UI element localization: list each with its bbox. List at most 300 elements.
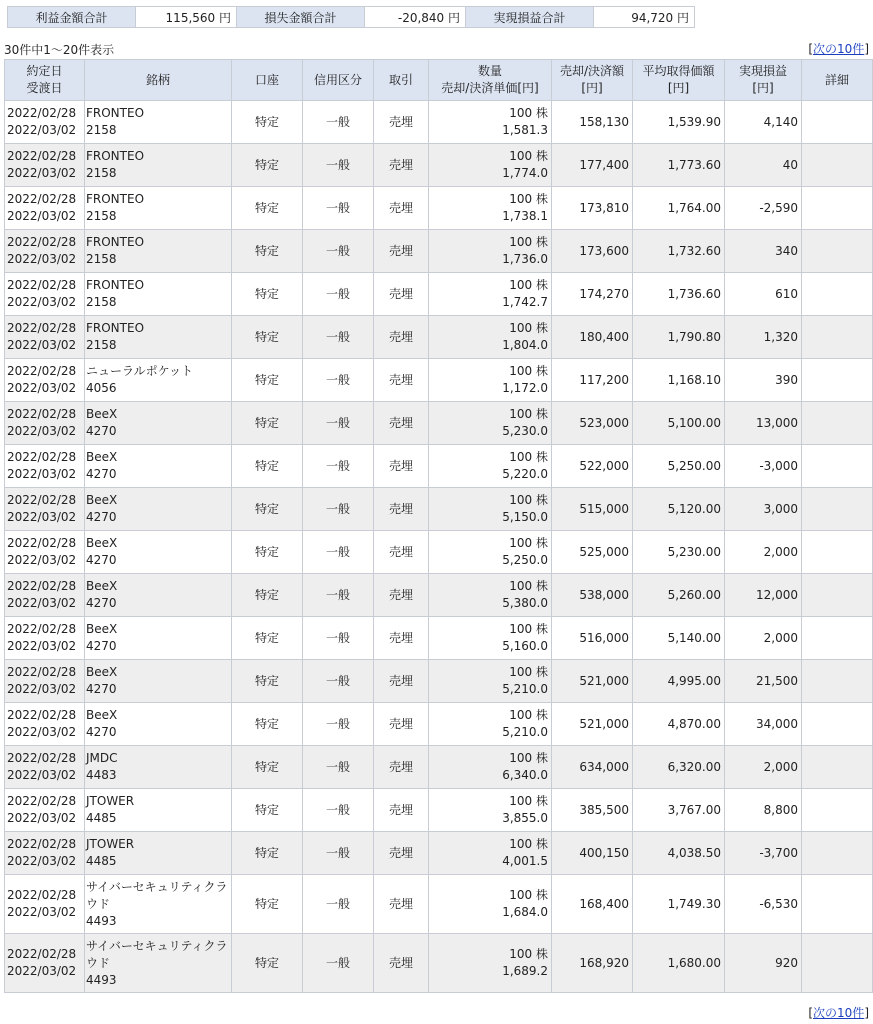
settle-date: 2022/03/02 [7,209,77,223]
stock-cell [85,875,232,934]
account-type: 特定 [232,875,303,934]
sale-amount: 400,150 [552,832,633,875]
table-row [5,144,873,187]
trade-type: 売埋 [374,832,429,875]
quantity-cell [429,531,552,574]
quantity-cell [429,746,552,789]
realized-total-value: 94,720 円 [594,7,695,28]
table-header [5,60,873,101]
settle-date: 2022/03/02 [7,510,77,524]
realized-pl: 2,000 [725,531,802,574]
quantity-cell [429,359,552,402]
settle-date: 2022/03/02 [7,252,77,266]
avg-cost: 1,773.60 [633,144,725,187]
sale-amount: 174,270 [552,273,633,316]
stock-cell [85,230,232,273]
quantity-cell [429,789,552,832]
account-type: 特定 [232,273,303,316]
realized-pl: 2,000 [725,617,802,660]
date-cell [5,230,85,273]
avg-cost: 1,736.60 [633,273,725,316]
realized-pl: 34,000 [725,703,802,746]
realized-pl: 13,000 [725,402,802,445]
sale-amount: 521,000 [552,660,633,703]
stock-code: 2158 [86,252,117,266]
date-cell [5,617,85,660]
trade-date: 2022/02/28 [7,708,77,722]
trade-date: 2022/02/28 [7,579,77,593]
account-type: 特定 [232,488,303,531]
account-type: 特定 [232,789,303,832]
account-type: 特定 [232,316,303,359]
stock-code: 4056 [86,381,117,395]
trade-date: 2022/02/28 [7,536,77,550]
unit-price: 1,774.0 [502,166,548,180]
quantity: 100 株 [509,794,548,808]
account-type: 特定 [232,934,303,993]
avg-cost: 1,764.00 [633,187,725,230]
date-cell [5,875,85,934]
stock-cell [85,531,232,574]
trade-date: 2022/02/28 [7,278,77,292]
detail-cell [802,488,873,531]
col-account: 口座 [232,60,303,101]
settle-date: 2022/03/02 [7,123,77,137]
stock-name: ニューラルポケット [86,364,194,378]
quantity: 100 株 [509,192,548,206]
quantity: 100 株 [509,321,548,335]
detail-cell [802,101,873,144]
loss-total-label: 損失金額合計 [237,7,365,28]
detail-cell [802,187,873,230]
avg-cost: 1,749.30 [633,875,725,934]
trade-date: 2022/02/28 [7,888,77,902]
date-cell [5,703,85,746]
trade-type: 売埋 [374,187,429,230]
quantity: 100 株 [509,947,548,961]
trade-type: 売埋 [374,359,429,402]
stock-code: 2158 [86,295,117,309]
date-cell [5,445,85,488]
credit-type: 一般 [303,187,374,230]
detail-cell [802,703,873,746]
settle-date: 2022/03/02 [7,639,77,653]
account-type: 特定 [232,531,303,574]
account-type: 特定 [232,230,303,273]
table-row [5,445,873,488]
stock-cell [85,488,232,531]
stock-name: BeeX [86,579,118,593]
realized-pl: 920 [725,934,802,993]
stock-name: BeeX [86,622,118,636]
col-trade: 取引 [374,60,429,101]
credit-type: 一般 [303,875,374,934]
stock-cell [85,746,232,789]
sale-amount: 523,000 [552,402,633,445]
table-row [5,617,873,660]
avg-cost: 5,140.00 [633,617,725,660]
avg-cost: 5,250.00 [633,445,725,488]
settle-date: 2022/03/02 [7,725,77,739]
account-type: 特定 [232,832,303,875]
stock-code: 4493 [86,972,117,987]
trade-type: 売埋 [374,273,429,316]
next-page-link[interactable]: 次の10件 [813,42,865,56]
realized-pl: 8,800 [725,789,802,832]
unit-price: 1,736.0 [502,252,548,266]
detail-cell [802,746,873,789]
quantity-cell [429,101,552,144]
pager-bottom: [次の10件] [808,1006,869,1020]
credit-type: 一般 [303,531,374,574]
quantity-cell [429,230,552,273]
trade-date: 2022/02/28 [7,751,77,765]
unit-price: 5,250.0 [502,553,548,567]
avg-cost: 5,260.00 [633,574,725,617]
realized-pl: 2,000 [725,746,802,789]
transactions-table [4,59,873,993]
detail-cell [802,875,873,934]
avg-cost: 4,995.00 [633,660,725,703]
table-row [5,789,873,832]
detail-cell [802,832,873,875]
avg-cost: 5,100.00 [633,402,725,445]
stock-cell [85,789,232,832]
stock-code: 2158 [86,209,117,223]
quantity-cell [429,144,552,187]
realized-pl: -6,530 [725,875,802,934]
table-row [5,875,873,934]
stock-cell [85,101,232,144]
stock-cell [85,934,232,993]
stock-cell [85,660,232,703]
trade-type: 売埋 [374,617,429,660]
realized-pl: 12,000 [725,574,802,617]
quantity-cell [429,617,552,660]
settle-date: 2022/03/02 [7,166,77,180]
stock-cell [85,273,232,316]
unit-price: 5,150.0 [502,510,548,524]
quantity-cell [429,574,552,617]
date-cell [5,316,85,359]
settle-date: 2022/03/02 [7,295,77,309]
realized-pl: -3,700 [725,832,802,875]
stock-cell [85,402,232,445]
stock-cell [85,703,232,746]
realized-pl: 4,140 [725,101,802,144]
unit-price: 5,380.0 [502,596,548,610]
date-cell [5,746,85,789]
quantity-cell [429,875,552,934]
realized-pl: 610 [725,273,802,316]
table-row [5,359,873,402]
stock-code: 4270 [86,725,117,739]
trade-date: 2022/02/28 [7,947,77,961]
trade-type: 売埋 [374,144,429,187]
account-type: 特定 [232,144,303,187]
realized-pl: 340 [725,230,802,273]
avg-cost: 6,320.00 [633,746,725,789]
quantity-cell [429,660,552,703]
stock-code: 4270 [86,467,117,481]
sale-amount: 173,810 [552,187,633,230]
account-type: 特定 [232,703,303,746]
col-realized-pl: 実現損益 [円] [725,60,802,101]
pager-top: [次の10件] [808,42,869,56]
avg-cost: 1,539.90 [633,101,725,144]
profit-total-label: 利益金額合計 [8,7,136,28]
stock-code: 4270 [86,553,117,567]
account-type: 特定 [232,445,303,488]
credit-type: 一般 [303,316,374,359]
sale-amount: 522,000 [552,445,633,488]
settle-date: 2022/03/02 [7,381,77,395]
credit-type: 一般 [303,101,374,144]
unit-price: 5,220.0 [502,467,548,481]
date-cell [5,488,85,531]
trade-date: 2022/02/28 [7,837,77,851]
settle-date: 2022/03/02 [7,424,77,438]
sale-amount: 177,400 [552,144,633,187]
quantity: 100 株 [509,579,548,593]
quantity-cell [429,273,552,316]
date-cell [5,660,85,703]
account-type: 特定 [232,617,303,660]
trade-type: 売埋 [374,531,429,574]
stock-code: 2158 [86,166,117,180]
detail-cell [802,445,873,488]
trade-type: 売埋 [374,875,429,934]
sale-amount: 516,000 [552,617,633,660]
realized-pl: -3,000 [725,445,802,488]
quantity: 100 株 [509,149,548,163]
avg-cost: 1,680.00 [633,934,725,993]
date-cell [5,359,85,402]
col-avg-cost: 平均取得価額 [円] [633,60,725,101]
credit-type: 一般 [303,703,374,746]
stock-code: 4270 [86,682,117,696]
detail-cell [802,617,873,660]
quantity: 100 株 [509,364,548,378]
credit-type: 一般 [303,832,374,875]
quantity: 100 株 [509,235,548,249]
credit-type: 一般 [303,402,374,445]
date-cell [5,531,85,574]
trade-type: 売埋 [374,574,429,617]
sale-amount: 634,000 [552,746,633,789]
sale-amount: 521,000 [552,703,633,746]
quantity-cell [429,703,552,746]
avg-cost: 5,120.00 [633,488,725,531]
quantity: 100 株 [509,536,548,550]
quantity-cell [429,445,552,488]
unit-price: 1,689.2 [502,964,548,978]
settle-date: 2022/03/02 [7,467,77,481]
date-cell [5,187,85,230]
date-cell [5,934,85,993]
trade-type: 売埋 [374,316,429,359]
credit-type: 一般 [303,230,374,273]
quantity: 100 株 [509,278,548,292]
sale-amount: 117,200 [552,359,633,402]
trade-type: 売埋 [374,445,429,488]
table-row [5,101,873,144]
unit-price: 5,210.0 [502,682,548,696]
credit-type: 一般 [303,359,374,402]
trade-type: 売埋 [374,101,429,144]
trade-type: 売埋 [374,660,429,703]
sale-amount: 158,130 [552,101,633,144]
realized-total-label: 実現損益合計 [466,7,594,28]
table-row [5,316,873,359]
table-row [5,746,873,789]
table-row [5,832,873,875]
stock-name: FRONTEO [86,192,145,206]
table-row [5,703,873,746]
detail-cell [802,230,873,273]
stock-name: BeeX [86,493,118,507]
credit-type: 一般 [303,789,374,832]
trade-type: 売埋 [374,703,429,746]
trade-date: 2022/02/28 [7,106,77,120]
unit-price: 3,855.0 [502,811,548,825]
settle-date: 2022/03/02 [7,768,77,782]
stock-code: 4485 [86,811,117,825]
date-cell [5,101,85,144]
trade-type: 売埋 [374,402,429,445]
avg-cost: 5,230.00 [633,531,725,574]
stock-name: JMDC [86,751,118,765]
stock-code: 4483 [86,768,117,782]
unit-price: 1,581.3 [502,123,548,137]
table-row [5,402,873,445]
unit-price: 4,001.5 [502,854,548,868]
stock-cell [85,617,232,660]
quantity: 100 株 [509,450,548,464]
quantity-cell [429,187,552,230]
stock-code: 4485 [86,854,117,868]
settle-date: 2022/03/02 [7,682,77,696]
stock-name: FRONTEO [86,321,145,335]
trade-date: 2022/02/28 [7,235,77,249]
stock-cell [85,187,232,230]
trade-date: 2022/02/28 [7,364,77,378]
account-type: 特定 [232,402,303,445]
credit-type: 一般 [303,660,374,703]
stock-name: BeeX [86,665,118,679]
quantity: 100 株 [509,837,548,851]
stock-code: 4270 [86,510,117,524]
detail-cell [802,402,873,445]
sale-amount: 168,920 [552,934,633,993]
trade-date: 2022/02/28 [7,794,77,808]
date-cell [5,273,85,316]
table-row [5,273,873,316]
stock-code: 2158 [86,338,117,352]
stock-name: FRONTEO [86,149,145,163]
detail-cell [802,316,873,359]
detail-cell [802,273,873,316]
col-quantity: 数量 売却/決済単価[円] [429,60,552,101]
settle-date: 2022/03/02 [7,811,77,825]
trade-date: 2022/02/28 [7,450,77,464]
unit-price: 5,210.0 [502,725,548,739]
date-cell [5,402,85,445]
unit-price: 6,340.0 [502,768,548,782]
quantity: 100 株 [509,407,548,421]
stock-name: サイバーセキュリティクラウド [86,938,228,970]
quantity-cell [429,934,552,993]
avg-cost: 1,790.80 [633,316,725,359]
realized-pl: 40 [725,144,802,187]
stock-name: FRONTEO [86,235,145,249]
unit-price: 1,804.0 [502,338,548,352]
stock-code: 4270 [86,639,117,653]
stock-code: 4493 [86,913,117,928]
unit-price: 1,742.7 [502,295,548,309]
credit-type: 一般 [303,273,374,316]
settle-date: 2022/03/02 [7,905,77,919]
stock-cell [85,316,232,359]
stock-cell [85,445,232,488]
col-amount: 売却/決済額 [円] [552,60,633,101]
realized-pl: -2,590 [725,187,802,230]
table-row [5,230,873,273]
detail-cell [802,789,873,832]
realized-pl: 3,000 [725,488,802,531]
trade-date: 2022/02/28 [7,665,77,679]
avg-cost: 1,168.10 [633,359,725,402]
quantity: 100 株 [509,751,548,765]
stock-cell [85,144,232,187]
col-date: 約定日 受渡日 [5,60,85,101]
trade-type: 売埋 [374,746,429,789]
unit-price: 1,172.0 [502,381,548,395]
table-row [5,574,873,617]
trade-type: 売埋 [374,488,429,531]
sale-amount: 168,400 [552,875,633,934]
quantity-cell [429,488,552,531]
trade-date: 2022/02/28 [7,321,77,335]
trade-date: 2022/02/28 [7,493,77,507]
next-page-link[interactable]: 次の10件 [813,1006,865,1020]
profit-total-value: 115,560 円 [136,7,237,28]
detail-cell [802,531,873,574]
account-type: 特定 [232,746,303,789]
quantity: 100 株 [509,106,548,120]
table-row [5,187,873,230]
date-cell [5,574,85,617]
credit-type: 一般 [303,746,374,789]
stock-name: BeeX [86,536,118,550]
account-type: 特定 [232,660,303,703]
sale-amount: 525,000 [552,531,633,574]
stock-name: BeeX [86,450,118,464]
unit-price: 1,684.0 [502,905,548,919]
detail-cell [802,359,873,402]
table-row [5,531,873,574]
settle-date: 2022/03/02 [7,964,77,978]
sale-amount: 515,000 [552,488,633,531]
credit-type: 一般 [303,488,374,531]
stock-name: BeeX [86,708,118,722]
stock-cell [85,574,232,617]
quantity: 100 株 [509,493,548,507]
sale-amount: 180,400 [552,316,633,359]
quantity-cell [429,402,552,445]
sale-amount: 538,000 [552,574,633,617]
avg-cost: 1,732.60 [633,230,725,273]
